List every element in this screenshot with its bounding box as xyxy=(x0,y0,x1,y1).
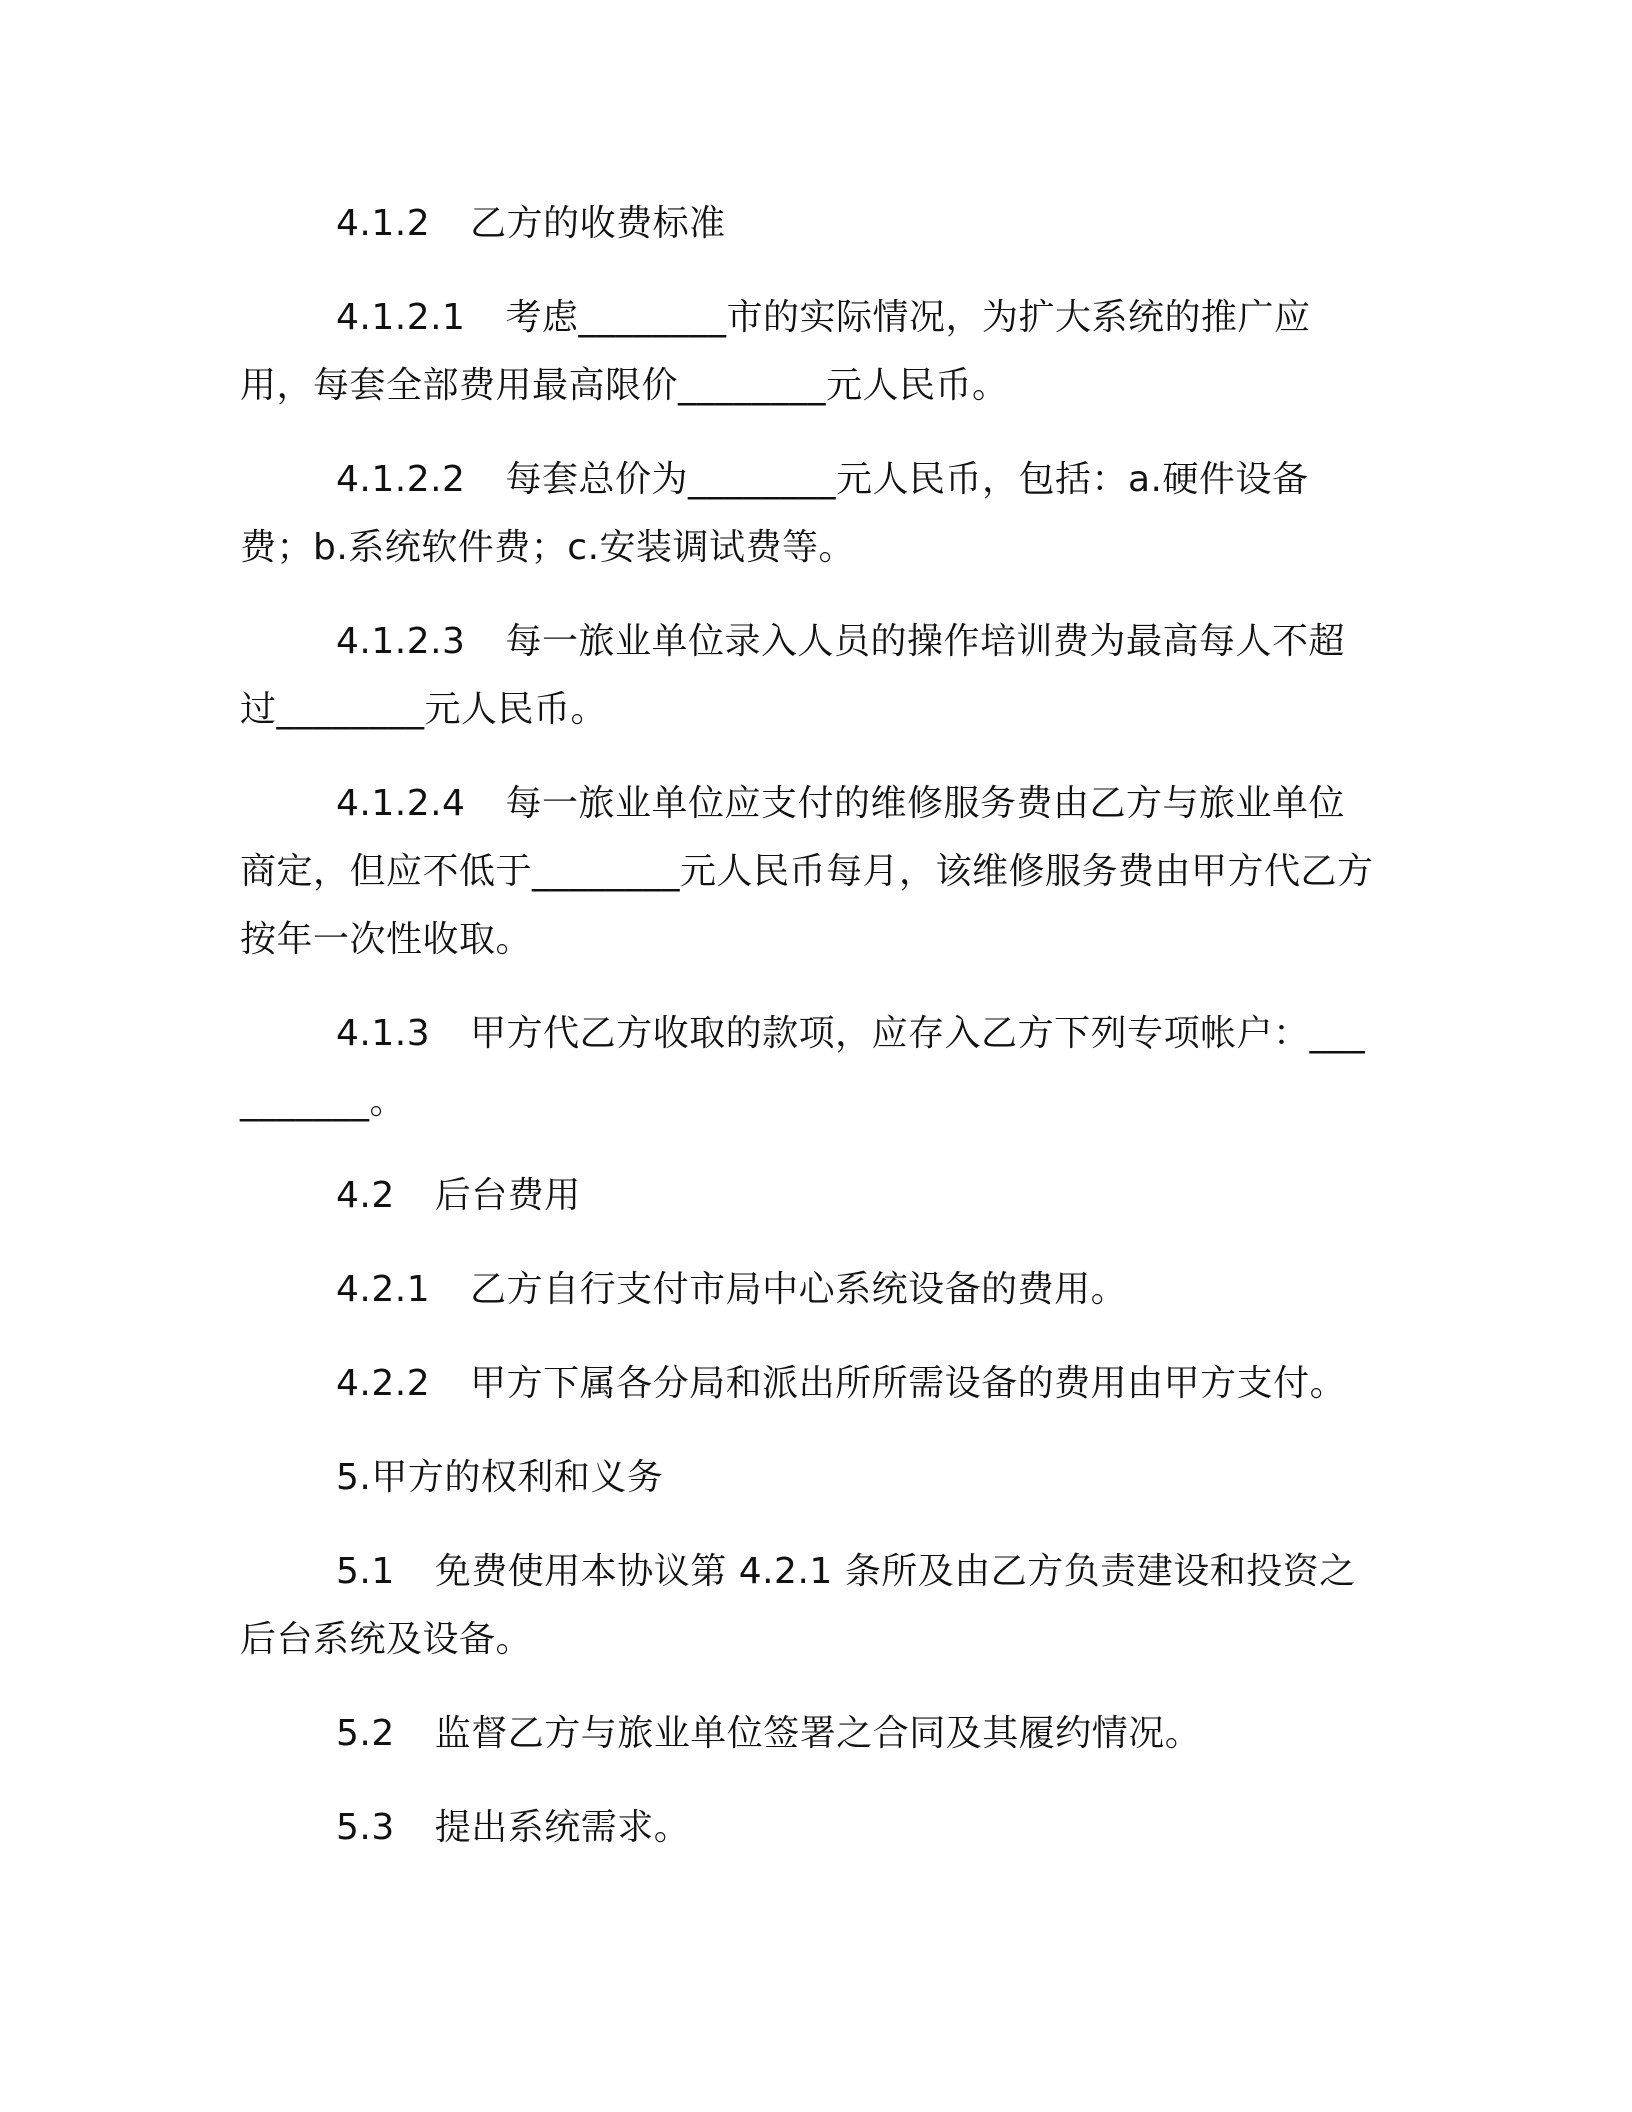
clause-number: 4.2.1 xyxy=(336,1269,431,1310)
clause-number: 4.2.2 xyxy=(336,1363,431,1404)
clause-text: 每一旅业单位录入人员的操作培训费为最高每人不超过________元人民币。 xyxy=(240,621,1345,730)
clause-text: 提出系统需求。 xyxy=(434,1807,691,1848)
clause-number: 4.1.2.4 xyxy=(336,783,466,824)
clause-4-1-2-4 xyxy=(240,770,1380,974)
clause-number: 4.1.2.2 xyxy=(336,459,466,500)
clause-number: 4.1.2.3 xyxy=(336,621,466,662)
clause-text: 考虑________市的实际情况，为扩大系统的推广应用，每套全部费用最高限价________元人民币。 xyxy=(240,297,1311,406)
clause-text: 监督乙方与旅业单位签署之合同及其履约情况。 xyxy=(434,1713,1202,1754)
clause-5-3 xyxy=(240,1794,1380,1862)
clause-text: 甲方代乙方收取的款项，应存入乙方下列专项帐户：__________。 xyxy=(240,1013,1366,1122)
clause-text: 后台费用 xyxy=(434,1175,581,1216)
clause-number: 4.1.2 xyxy=(336,203,431,244)
document-page xyxy=(240,190,1380,1888)
clause-4-1-2-1 xyxy=(240,284,1380,420)
clause-4-2-1 xyxy=(240,1256,1380,1324)
clause-4-1-2-3 xyxy=(240,608,1380,744)
clause-4-2 xyxy=(240,1162,1380,1230)
section-heading-text: 5.甲方的权利和义务 xyxy=(336,1457,664,1498)
clause-4-2-2 xyxy=(240,1350,1380,1418)
clause-4-1-2 xyxy=(240,190,1380,258)
clause-number: 5.3 xyxy=(336,1807,395,1848)
clause-number: 5.2 xyxy=(336,1713,395,1754)
clause-text: 免费使用本协议第 4.2.1 条所及由乙方负责建设和投资之后台系统及设备。 xyxy=(240,1551,1356,1660)
clause-4-1-2-2 xyxy=(240,446,1380,582)
clause-text: 乙方的收费标准 xyxy=(470,203,726,244)
clause-number: 4.1.3 xyxy=(336,1013,431,1054)
clause-text: 甲方下属各分局和派出所所需设备的费用由甲方支付。 xyxy=(470,1363,1347,1404)
clause-text: 每套总价为________元人民币，包括：a.硬件设备费；b.系统软件费；c.安装调试费等。 xyxy=(240,459,1309,568)
clause-text: 乙方自行支付市局中心系统设备的费用。 xyxy=(470,1269,1128,1310)
clause-5-2 xyxy=(240,1700,1380,1768)
clause-number: 5.1 xyxy=(336,1551,395,1592)
clause-5-1 xyxy=(240,1538,1380,1674)
clause-number: 4.1.2.1 xyxy=(336,297,466,338)
clause-text: 每一旅业单位应支付的维修服务费由乙方与旅业单位商定，但应不低于________元人民币每月，该维修服务费由甲方代乙方按年一次性收取。 xyxy=(240,783,1374,960)
clause-4-1-3 xyxy=(240,1000,1380,1136)
section-5-heading xyxy=(240,1444,1380,1512)
clause-number: 4.2 xyxy=(336,1175,395,1216)
